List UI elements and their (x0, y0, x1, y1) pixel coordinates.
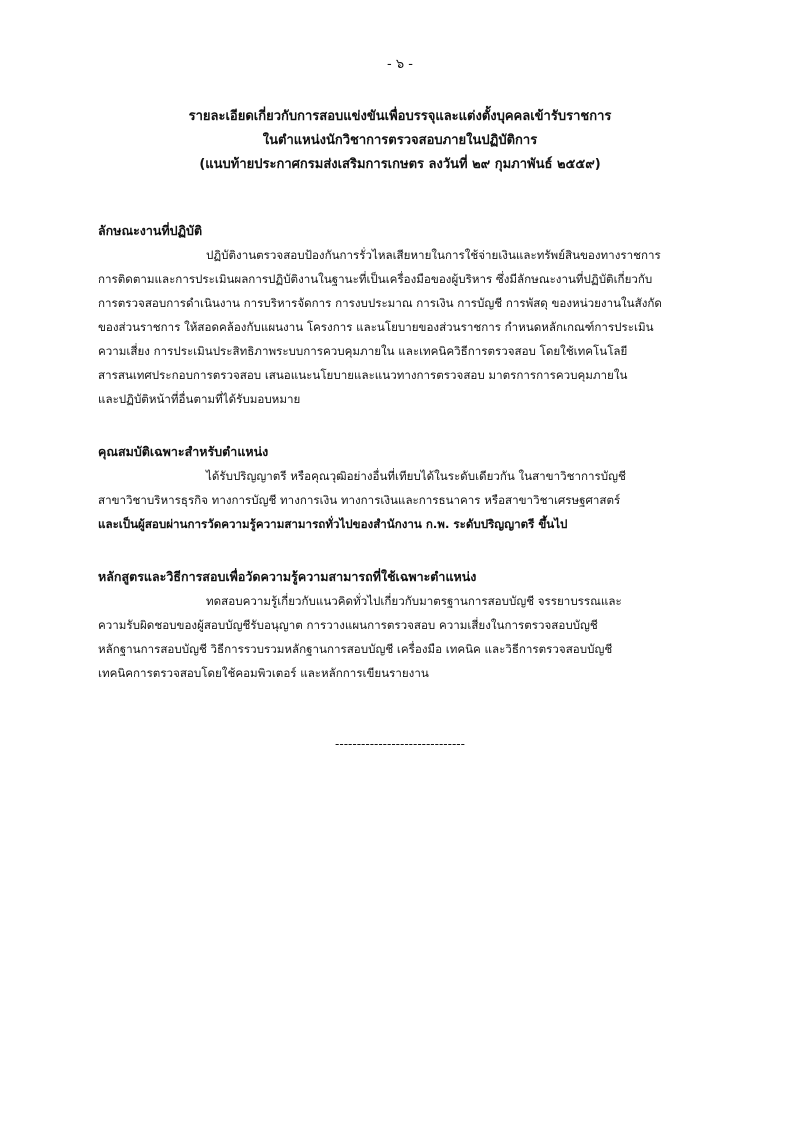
section-heading: ลักษณะงานที่ปฏิบัติ (98, 223, 203, 238)
document-title (0, 105, 800, 177)
paragraph-line: สารสนเทศประกอบการตรวจสอบ เสนอแนะนโยบายและแนวทางการตรวจสอบ มาตรการการควบคุมภายใน (98, 368, 628, 382)
paragraph-line: การติดตามและการประเมินผลการปฏิบัติงานในฐานะที่เป็นเครื่องมือของผู้บริหาร ซึ่งมีลักษณะงานที่ปฏิบัติเกี่ยวกับ (98, 272, 653, 286)
title-line-2: ในตำแหน่งนักวิชาการตรวจสอบภายในปฏิบัติการ (262, 133, 538, 148)
paragraph-line: และปฏิบัติหน้าที่อื่นตามที่ได้รับมอบหมาย (98, 392, 301, 406)
section-qualifications (98, 440, 718, 536)
section-job-description (98, 219, 718, 411)
paragraph-line: สาขาวิชาบริหารธุรกิจ ทางการบัญชี ทางการเงิน ทางการเงินและการธนาคาร หรือสาขาวิชาเศรษฐศาสตร์ (98, 493, 621, 507)
paragraph-line: หลักฐานการสอบบัญชี วิธีการรวบรวมหลักฐานการสอบบัญชี เครื่องมือ เทคนิค และวิธีการตรวจสอบบัญชี (98, 642, 613, 656)
paragraph-line: การตรวจสอบการดำเนินงาน การบริหารจัดการ การงบประมาณ การเงิน การบัญชี การพัสดุ ของหน่วยงานในสังกัด (98, 296, 662, 310)
paragraph-line: ความรับผิดชอบของผู้สอบบัญชีรับอนุญาต การวางแผนการตรวจสอบ ความเสี่ยงในการตรวจสอบบัญชี (98, 618, 598, 632)
paragraph-line: ความเสี่ยง การประเมินประสิทธิภาพระบบการควบคุมภายใน และเทคนิควิธีการตรวจสอบ โดยใช้เทคโนโลยี (98, 344, 628, 358)
end-divider: ------------------------------ (335, 737, 465, 751)
section-heading: หลักสูตรและวิธีการสอบเพื่อวัดความรู้ความสามารถที่ใช้เฉพาะตำแหน่ง (98, 569, 477, 584)
paragraph-line: เทคนิคการตรวจสอบโดยใช้คอมพิวเตอร์ และหลักการเขียนรายงาน (98, 666, 429, 680)
paragraph-line: ปฏิบัติงานตรวจสอบป้องกันการรั่วไหลเสียหายในการใช้จ่ายเงินและทรัพย์สินของทางราชการ (206, 248, 661, 262)
section-heading: คุณสมบัติเฉพาะสำหรับตำแหน่ง (98, 444, 269, 459)
section-exam-curriculum (98, 565, 718, 685)
title-line-1: รายละเอียดเกี่ยวกับการสอบแข่งขันเพื่อบรรจุและแต่งตั้งบุคคลเข้ารับราชการ (188, 109, 612, 124)
title-line-3: (แนบท้ายประกาศกรมส่งเสริมการเกษตร ลงวันที่ ๒๙ กุมภาพันธ์ ๒๕๕๙) (199, 157, 601, 172)
paragraph-line: ได้รับปริญญาตรี หรือคุณวุฒิอย่างอื่นที่เทียบได้ในระดับเดียวกัน ในสาขาวิชาการบัญชี (206, 469, 626, 483)
paragraph-line: ของส่วนราชการ ให้สอดคล้องกับแผนงาน โครงการ และนโยบายของส่วนราชการ กำหนดหลักเกณฑ์การประเมิน (98, 320, 654, 334)
paragraph-line: และเป็นผู้สอบผ่านการวัดความรู้ความสามารถทั่วไปของสำนักงาน ก.พ. ระดับปริญญาตรี ขึ้นไป (98, 517, 568, 531)
paragraph-line: ทดสอบความรู้เกี่ยวกับแนวคิดทั่วไปเกี่ยวกับมาตรฐานการสอบบัญชี จรรยาบรรณและ (206, 594, 622, 608)
page-number: - ๖ - (387, 57, 413, 72)
